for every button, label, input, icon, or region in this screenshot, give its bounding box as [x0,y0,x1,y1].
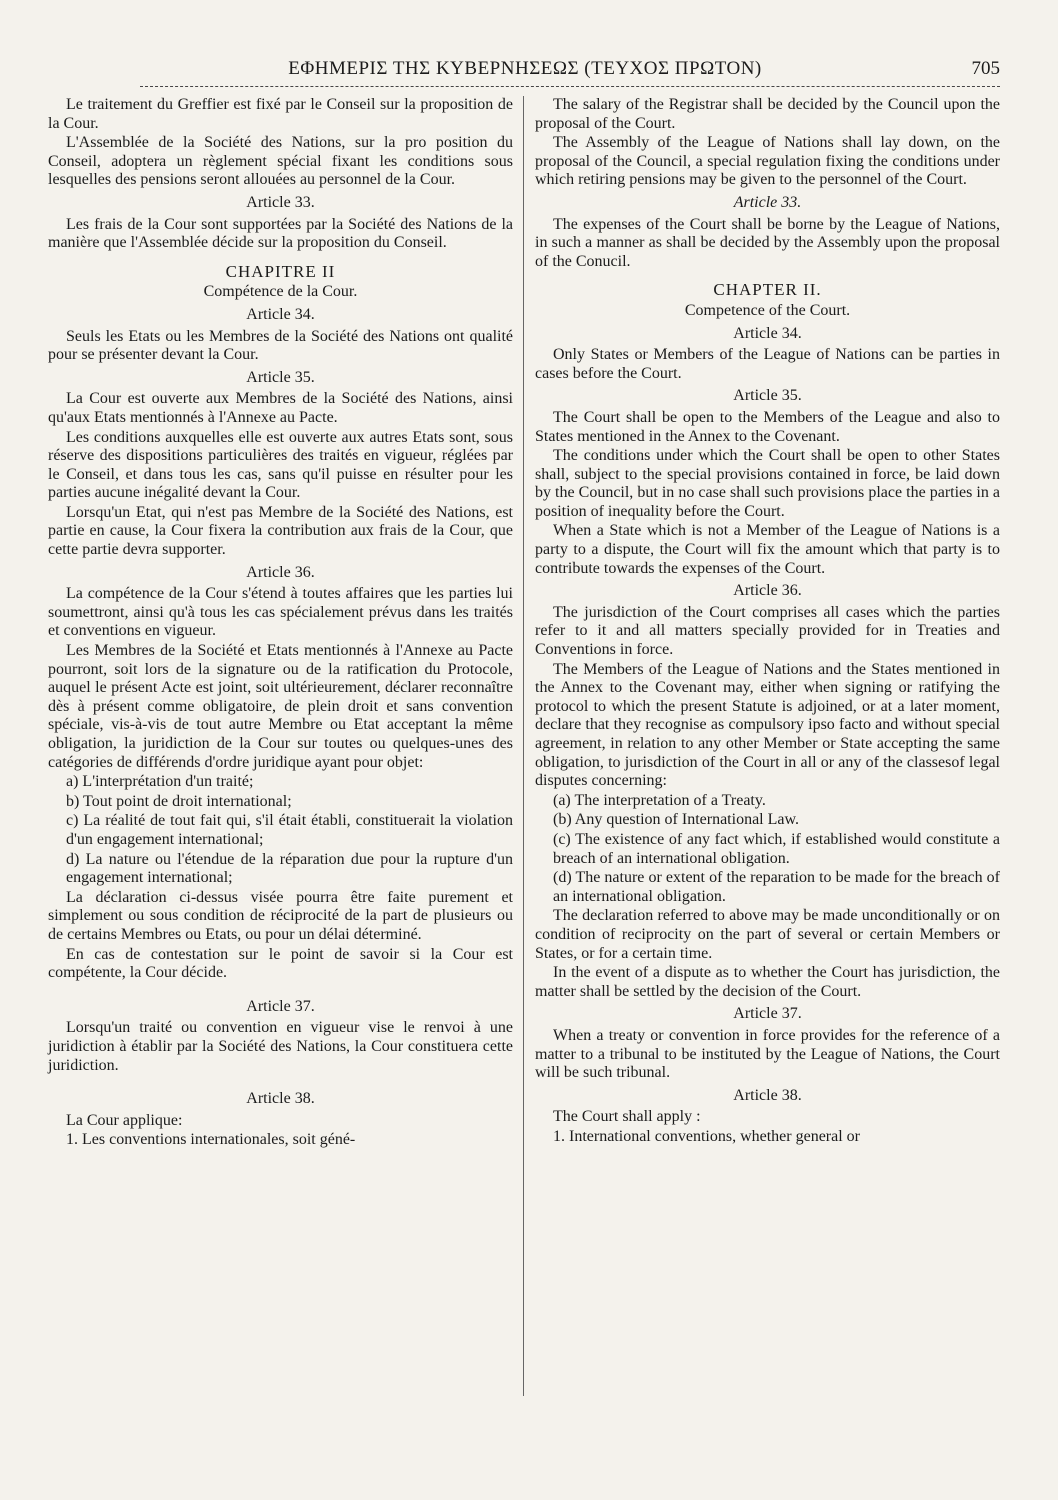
paragraph: The conditions under which the Court shall be open to other States shall, subject to the special provisions contained in force, be laid down by the Council, but in no case shall such provisions place the parties in a position of inequality before the Court. [535,447,1000,520]
chapter-subtitle: Competence of the Court. [684,301,851,319]
paragraph: When a treaty or convention in force provides for the reference of a matter to a tribunal to be instituted by the League of Nations, the Court will be such tribunal. [535,1026,1000,1082]
paragraph: The salary of the Registrar shall be decided by the Council upon the proposal of the Court. [535,96,1000,132]
paragraph: When a State which is not a Member of the League of Nations is a party to a dispute, the Court will fix the amount which that party is to contribute towards the expenses of the Court. [535,522,1000,577]
paragraph: The Court shall apply : [553,1108,701,1126]
article-heading: Article 34. [733,324,802,342]
paragraph: La Cour est ouverte aux Membres de la Société des Nations, ainsi qu'aux Etats mentionnés à l'Annexe au Pacte. [48,390,513,426]
paragraph: Seuls les Etats ou les Membres de la Société des Nations ont qualité pour se présenter devant la Cour. [48,327,513,364]
paragraph: Only States or Members of the League of Nations can be parties in cases before the Court. [535,346,1000,382]
article-heading [535,194,1000,213]
paragraph: The expenses of the Court shall be borne by the League of Nations, in such a manner as shall be decided by the Assembly upon the proposal of the Conucil. [535,215,1000,270]
paragraph: Les conditions auxquelles elle est ouverte aux autres Etats sont, sous réserve des dispositions particulières des traités en vigueur, réglées par le Conseil, et dans tous les cas, sans qu'il puisse en résulter pour les parties aucune inégalité devant la Cour. [48,428,513,502]
article-heading: Article 36. [733,582,802,600]
paragraph: The declaration referred to above may be made unconditionally or on condition of reciprocity on the part of several or certain Members or States, or for a certain time. [535,907,1000,962]
paragraph: Le traitement du Greffier est fixé par le Conseil sur la proposition de la Cour. [48,96,513,132]
article-heading: Article 38. [246,1090,315,1108]
paragraph: The jurisdiction of the Court comprises all cases which the parties refer to it and all matters specially provided for in Treaties and Conventions in force. [535,603,1000,659]
list-item: d) La nature ou l'étendue de la réparation due pour la rupture d'un engagement international; [66,850,513,887]
article-heading: Article 35. [733,387,802,405]
article-heading: Article 35. [246,368,315,386]
article-heading-text: Article 33. [733,193,802,211]
paragraph: In the event of a dispute as to whether the Court has jurisdiction, the matter shall be settled by the decision of the Court. [535,964,1000,1000]
paragraph: Les Membres de la Société et Etats mentionnés à l'Annexe au Pacte pourront, soit lors de la signature ou de la ratification du Protocole, auquel le présent Acte est joint, soit ultérieurement, déclarer reconnaître dès à présent comme obligatoire, de plein droit et sans convention spéciale, vis-à-vis de tout autre Membre ou Etat acceptant la même obligation, la juridiction de la Cour sur toutes ou quelques-unes des catégories de différends d'ordre juridique ayant pour objet: [48,642,513,771]
french-column [48,96,513,1151]
paragraph: The Court shall be open to the Members of the League and also to States mentioned in the Annex to the Covenant. [535,408,1000,445]
list-item: (d) The nature or extent of the reparation to be made for the breach of an international obligation. [553,869,1000,905]
paragraph: Lorsqu'un Etat, qui n'est pas Membre de la Société des Nations, est partie en cause, la Cour fixera la contribution aux frais de la Cour, que cette partie devra supporter. [48,503,513,559]
page-number: 705 [971,58,1000,79]
paragraph: The Assembly of the League of Nations shall lay down, on the proposal of the Council, a special regulation fixing the conditions under which retiring pensions may be given to the personnel of the Court. [535,134,1000,189]
paragraph: Lorsqu'un traité ou convention en vigueur vise le renvoi à une juridiction à établir par la Société des Nations, la Cour constituera cette juridiction. [48,1019,513,1074]
list-item: 1. Les conventions internationales, soit géné- [66,1131,356,1149]
gazette-title: ΕΦΗΜΕΡΙΣ ΤΗΣ ΚΥΒΕΡΝΗΣΕΩΣ (ΤΕΥΧΟΣ ΠΡΩΤΟΝ) [288,58,762,79]
article-heading: Article 37. [246,997,315,1015]
english-column [535,96,1000,1147]
paragraph: En cas de contestation sur le point de savoir si la Cour est compétente, la Cour décide. [48,945,513,982]
column-divider [523,96,524,1396]
list-item: (c) The existence of any fact which, if established would constitute a breach of an international obligation. [553,830,1000,867]
chapter-heading: CHAPITRE II [225,261,336,281]
article-heading: Article 38. [733,1086,802,1104]
page-header [50,58,1000,88]
list-item: 1. International conventions, whether general or [553,1127,860,1145]
article-heading: Article 34. [246,305,315,323]
article-heading: Article 33. [246,193,315,211]
paragraph: La Cour applique: [66,1111,183,1129]
chapter-subtitle: Compétence de la Cour. [203,283,358,301]
paragraph: The Members of the League of Nations and the States mentioned in the Annex to the Covenant may, either when signing or ratifying the protocol to which the present Statute is adjoined, or at a later moment, declare that they recognise as compulsory ipso facto and without special agreement, in relation to any other Member or State accepting the same obligation, to jurisdiction of the Court in all or any of the classesof legal disputes concerning: [535,660,1000,790]
paragraph: L'Assemblée de la Société des Nations, sur la pro position du Conseil, adoptera un règlement spécial fixant les conditions sous lesquelles des pensions seront allouées au personnel de la Cour. [48,134,513,189]
list-item: (b) Any question of International Law. [553,811,800,829]
article-heading: Article 37. [733,1005,802,1023]
paragraph: Les frais de la Cour sont supportées par la Société des Nations de la manière que l'Assemblée décide sur la proposition du Conseil. [48,215,513,252]
paragraph: La compétence de la Cour s'étend à toutes affaires que les parties lui soumettront, ainsi qu'à tous les cas spécialement prévus dans les traités et conventions en vigueur. [48,585,513,640]
list-item: a) L'interprétation d'un traité; [66,773,254,791]
paragraph: La déclaration ci-dessus visée pourra être faite purement et simplement ou sous condition de réciprocité de la part de plusieurs ou de certains Membres ou Etats, ou pour un délai déterminé. [48,888,513,943]
list-item: b) Tout point de droit international; [66,792,292,810]
list-item: c) La réalité de tout fait qui, s'il était établi, constituerait la violation d'un engagement international; [66,812,513,848]
article-heading: Article 36. [246,563,315,581]
list-item: (a) The interpretation of a Treaty. [553,791,766,809]
chapter-heading: CHAPTER II. [713,280,822,300]
header-rule [140,86,1000,87]
